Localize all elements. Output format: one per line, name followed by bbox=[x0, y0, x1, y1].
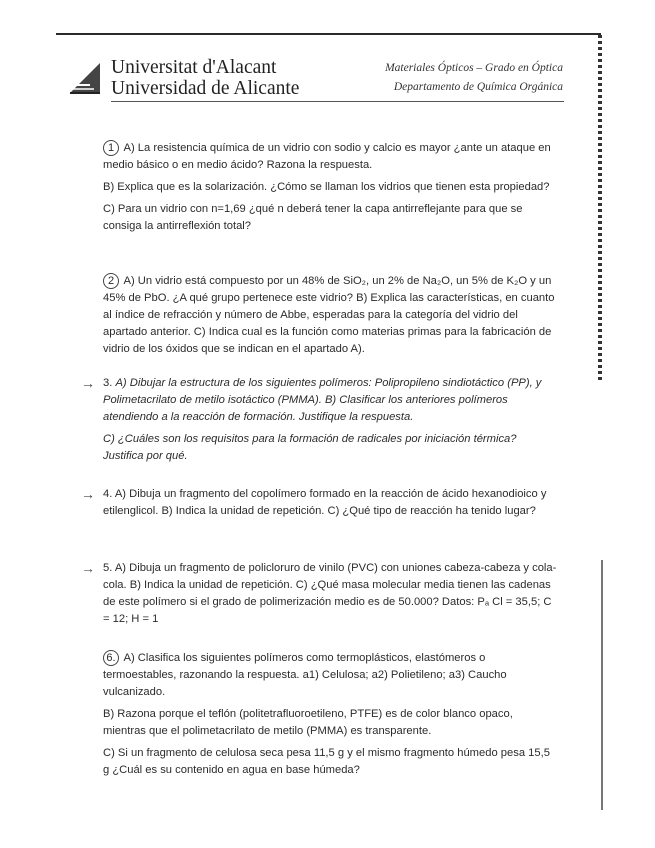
question-2 bbox=[103, 273, 558, 363]
question-text: A) La resistencia química de un vidrio con sodio y calcio es mayor ¿ante un ataque en medio básico o en medio ácido? Razona la respuesta. bbox=[103, 142, 551, 171]
question-1-part-a bbox=[103, 140, 558, 174]
question-6-part-c: C) Si un fragmento de celulosa seca pesa 11,5 g y el mismo fragmento húmedo pesa 15,5 g ¿Cuál es su contenido en agua en base húmeda? bbox=[103, 747, 550, 776]
question-3-part-ab bbox=[103, 375, 558, 426]
question-3-part-c: C) ¿Cuáles son los requisitos para la formación de radicales por iniciación térmica? Justifica por qué. bbox=[103, 433, 517, 462]
university-line-2: Universidad de Alicante bbox=[111, 78, 300, 99]
handwritten-arrow-icon: → bbox=[81, 560, 95, 576]
department-name: Departamento de Química Orgánica bbox=[393, 81, 563, 93]
question-number-circled: 2 bbox=[103, 273, 119, 289]
binder-edge bbox=[598, 35, 602, 380]
binder-edge-lower bbox=[601, 560, 603, 810]
question-number: 5. bbox=[103, 562, 113, 574]
question-6-part-b: B) Razona porque el teflón (politetrafluoroetileno, PTFE) es de color blanco opaco, mientras que el polimetacrilato de metilo (PMMA) es transparente. bbox=[103, 708, 513, 737]
handwritten-arrow-icon: → bbox=[81, 486, 95, 502]
course-info bbox=[385, 59, 563, 97]
header-rule bbox=[111, 101, 564, 102]
question-1-part-c: C) Para un vidrio con n=1,69 ¿qué n deberá tener la capa antirreflejante para que se consiga la antirreflexión total? bbox=[103, 203, 523, 232]
question-4-text bbox=[103, 486, 558, 520]
top-border-line bbox=[56, 33, 601, 35]
university-line-1: Universitat d'Alacant bbox=[111, 57, 277, 78]
question-number-circled: 6. bbox=[103, 650, 119, 666]
university-name bbox=[111, 57, 299, 99]
question-2-text bbox=[103, 273, 558, 358]
question-3 bbox=[81, 375, 558, 470]
question-5-text bbox=[103, 560, 558, 628]
question-text: A) Un vidrio está compuesto por un 48% de SiO₂, un 2% de Na₂O, un 5% de K₂O y un 45% de PbO. ¿A qué grupo pertenece este vidrio? B) Explica las características, en cuanto al índice de refracción y número de Abbe, esperadas para la categoría del vidrio del apartado anterior. C) Indica cual es la función como materias primas para la fabricación de vidrio de los óxidos que se indican en el apartado A). bbox=[103, 275, 555, 355]
question-number: 4. bbox=[103, 488, 113, 500]
university-logo-icon bbox=[68, 59, 102, 95]
question-number: 3. bbox=[103, 377, 113, 389]
question-text: A) Dibuja un fragmento del copolímero formado en la reacción de ácido hexanodioico y etilenglicol. B) Indica la unidad de repetición. C) ¿Qué tipo de reacción ha tenido lugar? bbox=[103, 488, 547, 517]
question-text: A) Dibuja un fragmento de policloruro de vinilo (PVC) con uniones cabeza-cabeza y cola-cola. B) Indica la unidad de repetición. C) ¿Qué masa molecular media tienen las cadenas de este polímero si el grado de polimerización medio es de 50.000? Datos: Pₐ Cl = 35,5; C = 12; H = 1 bbox=[103, 562, 557, 625]
question-6 bbox=[103, 650, 558, 784]
question-6-part-a bbox=[103, 650, 558, 701]
question-5 bbox=[81, 560, 558, 633]
question-4 bbox=[81, 486, 558, 525]
question-text: A) Clasifica los siguientes polímeros como termoplásticos, elastómeros o termoestables, razonando la respuesta. a1) Celulosa; a2) Polietileno; a3) Caucho vulcanizado. bbox=[103, 652, 507, 698]
handwritten-arrow-icon: → bbox=[81, 375, 95, 391]
question-1 bbox=[103, 140, 558, 240]
document-header bbox=[68, 57, 563, 105]
course-title: Materiales Ópticos – Grado en Óptica bbox=[385, 62, 563, 74]
question-text: A) Dibujar la estructura de los siguientes polímeros: Polipropileno sindiotáctico (PP), y Polimetacrilato de metilo isotáctico (PMMA). B) Clasificar los anteriores polímeros atendiendo a la reacción de formación. Justifique la respuesta. bbox=[103, 377, 542, 423]
question-1-part-b: B) Explica que es la solarización. ¿Cómo se llaman los vidrios que tienen esta propiedad? bbox=[103, 181, 550, 193]
question-number-circled: 1 bbox=[103, 140, 119, 156]
